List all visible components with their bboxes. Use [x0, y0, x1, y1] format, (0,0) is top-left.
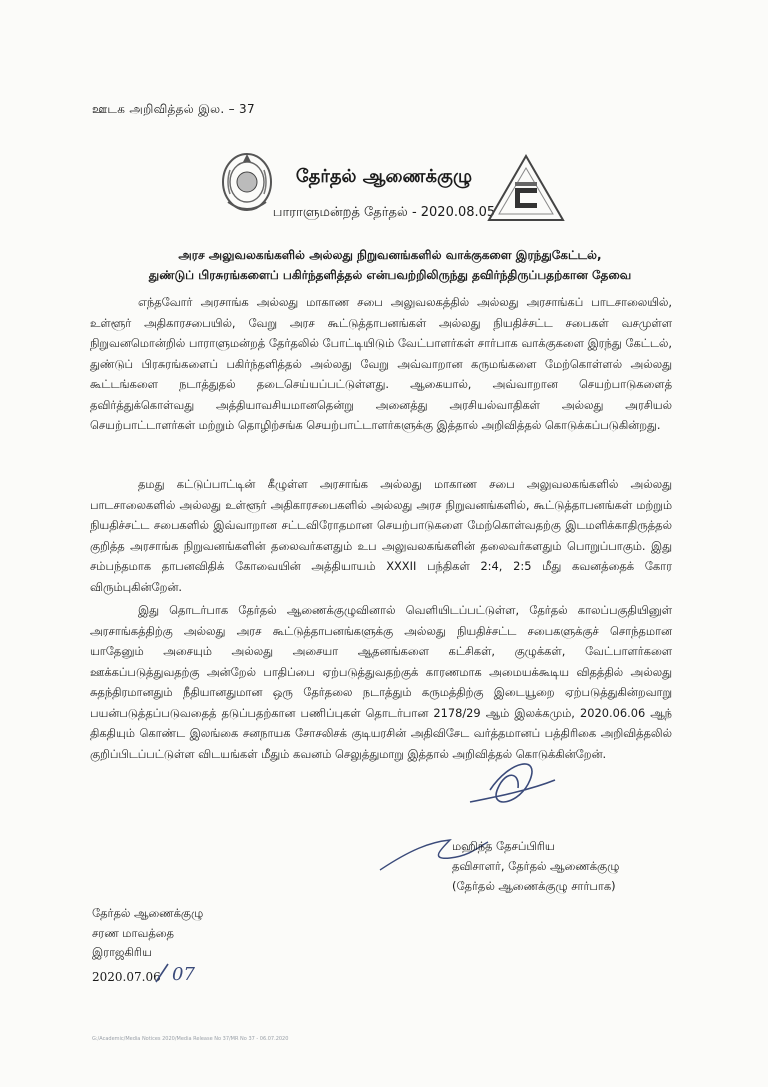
election-subtitle: பாராளுமன்றத் தேர்தல் - 2020.08.05 [272, 205, 496, 220]
paragraph-3-text: இது தொடர்பாக தேர்தல் ஆணைக்குழுவினால் வெளியிடப்பட்டுள்ள, தேர்தல் காலப்பகுதியினுள் அரசாங்கத்திற்கு அல்லது அரச கூட்டுத்தாபனங்களுக்கு அல்லது நியதிச்சட்ட சபைகளுக்குச் சொந்தமான யாதேனும் அசையும் அல்லது அசையா ஆதனங்களை கட்சிகள், குழுக்கள், வேட்பாளர்களை ஊக்கப்படுத்துவதற்கு அன்றேல் பாதிப்பை ஏற்படுத்துவதற்குக் காரணமாக அமையக்கூடிய விதத்தில் அல்லது சுதந்திரமானதும் நீதியானதுமான ஒரு தேர்தலை நடாத்தும் கருமத்திற்கு இடையூறை ஏற்படுத்துகின்றவாறு பயன்படுத்தப்படுவதைத் தடுப்பதற்கான பணிப்புகள் தொடர்பான 2178/29 ஆம் இலக்கமும், 2020.06.06 ஆந் திகதியும் கொண்ட இலங்கை சனநாயக சோசலிசக் குடியரசின் அதிவிசேட வர்த்தமானப் பத்திரிகை அறிவித்தலில் குறிப்பிடப்பட்டுள்ள விடயங்கள் மீதும் கவனம் செலுத்துமாறு இத்தால் அறிவித்தல் கொடுக்கின்றேன். [90, 603, 672, 761]
address-line-2: சரண மாவத்தை [92, 925, 174, 940]
address-line-3: இராஜகிரிய [92, 945, 152, 959]
paragraph-2-text: தமது கட்டுப்பாட்டின் கீழுள்ள அரசாங்க அல்லது மாகாண சபை அலுவலகங்களில் அல்லது பாடசாலைகளில் அல்லது உள்ளூர் அதிகாரசபைகளில் அல்லது அரச நிறுவனங்களில், கூட்டுத்தாபனங்கள் மற்றும் நியதிச்சட்ட சபைகளில் இவ்வாறான சட்டவிரோதமான செயற்பாடுகளை மேற்கொள்வதற்கு இடமளிக்காதிருத்தல் குறித்த அரசாங்க நிறுவனங்களின் தலைவர்களதும் உப அலுவலகங்களின் தலைவர்களதும் பொறுப்பாகும். இது சம்பந்தமாக தாபனவிதிக் கோவையின் அத்தியாயம் XXXII பந்திகள் 2:4, 2:5 மீது கவனத்தைக் கோர விரும்புகின்றேன். [90, 477, 672, 594]
heading-line-2: துண்டுப் பிரசுரங்களைப் பகிர்ந்தளித்தல் என்பவற்றிலிருந்து தவிர்ந்திருப்பதற்கான தேவை [148, 268, 632, 282]
address-line-1: தேர்தல் ஆணைக்குழு [92, 906, 204, 920]
paragraph-1-text: எந்தவோர் அரசாங்க அல்லது மாகாண சபை அலுவலகத்தில் அல்லது அரசாங்கப் பாடசாலையில், உள்ளூர் அதிகாரசபையில், வேறு அரச கூட்டுத்தாபனங்கள் அல்லது நியதிச்சட்ட சபைகள் வசமுள்ள நிறுவனமொன்றில் பாராளுமன்றத் தேர்தலில் போட்டியிடும் வேட்பாளர்கள் சார்பாக வாக்குகளை இரந்து கேட்டல், துண்டுப் பிரசுரங்களைப் பகிர்ந்தளித்தல் அல்லது வேறு அவ்வாறான கருமங்களை மேற்கொள்ளல் அல்லது கூட்டங்களை நடாத்துதல் தடைசெய்யப்பட்டுள்ளது. ஆகையால், அவ்வாறான செயற்பாடுகளைத் தவிர்த்துக்கொள்வது அத்தியாவசியமானதென்று அனைத்து அரசியல்வாதிகள் அல்லது அரசியல் செயற்பாட்டாளர்கள் மற்றும் தொழிற்சங்க செயற்பாட்டாளர்களுக்கு இத்தால் அறிவித்தல் கொடுக்கப்படுகின்றது. [90, 295, 672, 432]
address-block [92, 904, 203, 963]
election-commission-logo-icon [485, 152, 567, 228]
paragraph-1 [90, 292, 672, 436]
paragraph-2 [90, 474, 672, 597]
file-path-footnote: G:/Academic/Media Notices 2020/Media Release No 37/MR No 37 - 06.07.2020 [92, 1036, 289, 1042]
media-notice-number: ஊடக அறிவித்தல் இல. – 37 [92, 102, 255, 116]
signatory-name: மஹிந்த தேசப்பிரிய [452, 839, 555, 853]
handwritten-date-correction [154, 958, 204, 990]
date-correction-text: 07 [172, 964, 195, 985]
notice-heading [80, 245, 700, 285]
page-title: தேர்தல் ஆணைக்குழு [295, 166, 473, 187]
document-date: 2020.07.06 [92, 970, 161, 984]
signatory-block [452, 836, 619, 896]
signatory-on-behalf: (தேர்தல் ஆணைக்குழு சார்பாக) [452, 879, 616, 893]
paragraph-3 [90, 600, 672, 764]
heading-line-1: அரச அலுவலகங்களில் அல்லது நிறுவனங்களில் வாக்குகளை இரந்துகேட்டல், [178, 248, 602, 262]
signatory-title: தவிசாளர், தேர்தல் ஆணைக்குழு [452, 859, 620, 873]
